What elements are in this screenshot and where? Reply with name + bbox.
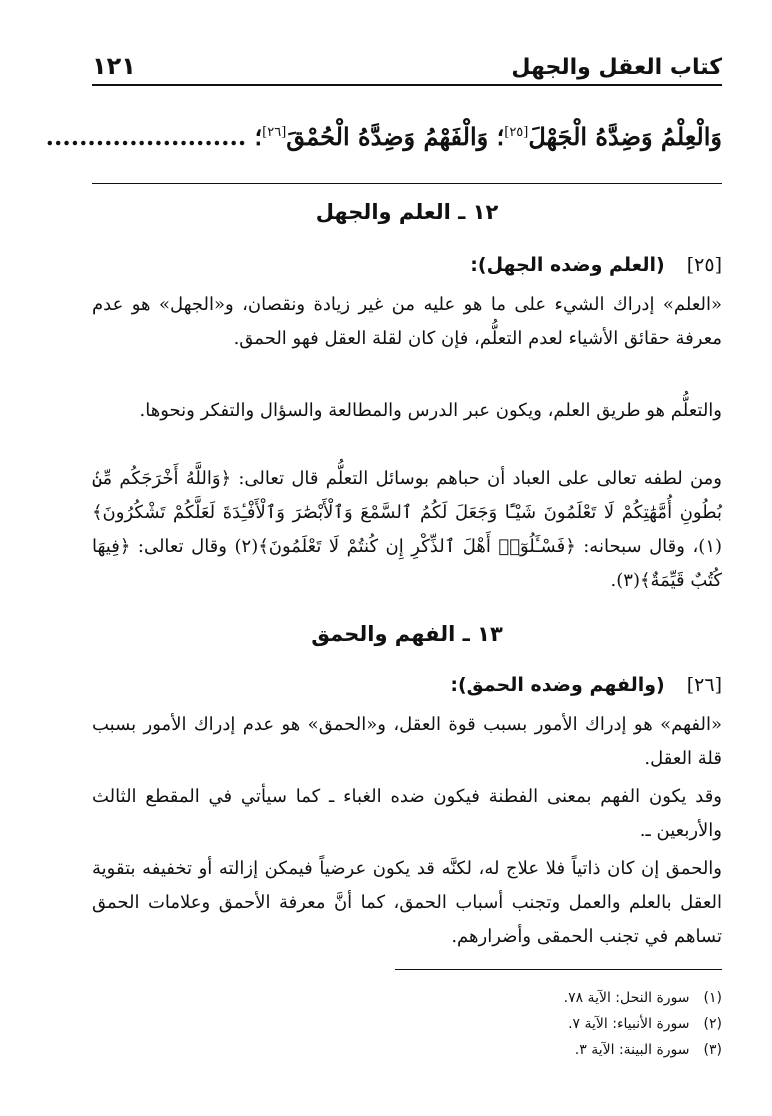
entry-number: [٢٦] xyxy=(686,674,722,696)
footnote xyxy=(92,1037,722,1063)
footnote-number: (١) xyxy=(703,990,722,1006)
paragraph: «العلم» إدراك الشيء على ما هو عليه من غير زيادة ونقصان، و«الجهل» هو عدم معرفة حقائق الأشياء لعدم التعلُّم، فإن كان لقلة العقل فهو الحمق. xyxy=(92,294,722,349)
reference-marker: [٢٥] xyxy=(504,125,529,140)
footnote-number: (٣) xyxy=(703,1042,722,1058)
paragraph: وقد يكون الفهم بمعنى الفطنة فيكون ضده الغباء ـ كما سيأتي في المقطع الثالث والأربعين ـ. xyxy=(92,786,722,841)
entry-number: [٢٥] xyxy=(686,254,722,276)
section-title: ١٣ ـ الفهم والحمق xyxy=(311,622,503,646)
footnote-divider xyxy=(395,969,722,970)
footnote-number: (٢) xyxy=(703,1016,722,1032)
main-text-part: ؛ وَالْفَهْمُ وَضِدَّهُ الْحُمْقَ xyxy=(286,122,505,151)
main-text-line xyxy=(45,122,722,151)
footnote-text: سورة البينة: الآية ٣. xyxy=(574,1042,690,1058)
main-text-part: وَالْعِلْمُ وَضِدَّهُ الْجَهْلَ xyxy=(528,122,722,151)
paragraph: «الفهم» هو إدراك الأمور بسبب قوة العقل، و«الحمق» هو عدم إدراك الأمور بسبب قلة العقل. xyxy=(92,714,722,769)
main-text-divider xyxy=(92,183,722,184)
entry-label: (والفهم وضده الحمق): xyxy=(450,674,665,696)
paragraph: ومن لطفه تعالى على العباد أن حباهم بوسائل التعلُّم قال تعالى: ﴿وَاللَّهُ أَخْرَجَكُم مِّنۢ بُطُونِ أُمَّهَٰتِكُمْ لَا تَعْلَمُونَ شَيْـًٔا وَجَعَلَ لَكُمُ ٱلسَّمْعَ وَٱلْأَبْصَٰرَ وَٱلْأَفْـِٔدَةَ لَعَلَّكُمْ تَشْكُرُونَ﴾(١)، وقال سبحانه: ﴿فَسْـَٔلُوٓا۟ أَهْلَ ٱلذِّكْرِ إِن كُنتُمْ لَا تَعْلَمُونَ﴾(٢) وقال تعالى: ﴿فِيهَا كُتُبٌ قَيِّمَةٌ﴾(٣). xyxy=(92,468,723,591)
book-title: كتاب العقل والجهل xyxy=(511,55,722,80)
section-title: ١٢ ـ العلم والجهل xyxy=(315,200,499,224)
entry-label: (العلم وضده الجهل): xyxy=(470,254,665,276)
footnotes xyxy=(92,985,722,1063)
footnote-text: سورة النحل: الآية ٧٨. xyxy=(563,990,690,1006)
page-header xyxy=(92,40,722,86)
entry-header xyxy=(92,250,722,280)
footnote xyxy=(92,1011,722,1037)
paragraph: والحمق إن كان ذاتياً فلا علاج له، لكنَّه قد يكون عرضياً فيمكن إزالته أو تخفيفه بتقوية العقل بالعلم والعمل وتجنب أسباب الحمق، كما أنَّ معرفة الأحمق وعلامات الحمق تساهم في تجنب الحمقى وأضرارهم. xyxy=(92,858,722,947)
footnote xyxy=(92,985,722,1011)
main-text-part: ؛ ........................ xyxy=(45,122,263,151)
reference-marker: [٢٦] xyxy=(262,125,287,140)
footnote-text: سورة الأنبياء: الآية ٧. xyxy=(568,1016,690,1032)
paragraph: والتعلُّم هو طريق العلم، ويكون عبر الدرس والمطالعة والسؤال والتفكر ونحوها. xyxy=(139,400,722,421)
entry-header xyxy=(92,670,722,700)
page-number: ١٢١ xyxy=(92,52,136,80)
